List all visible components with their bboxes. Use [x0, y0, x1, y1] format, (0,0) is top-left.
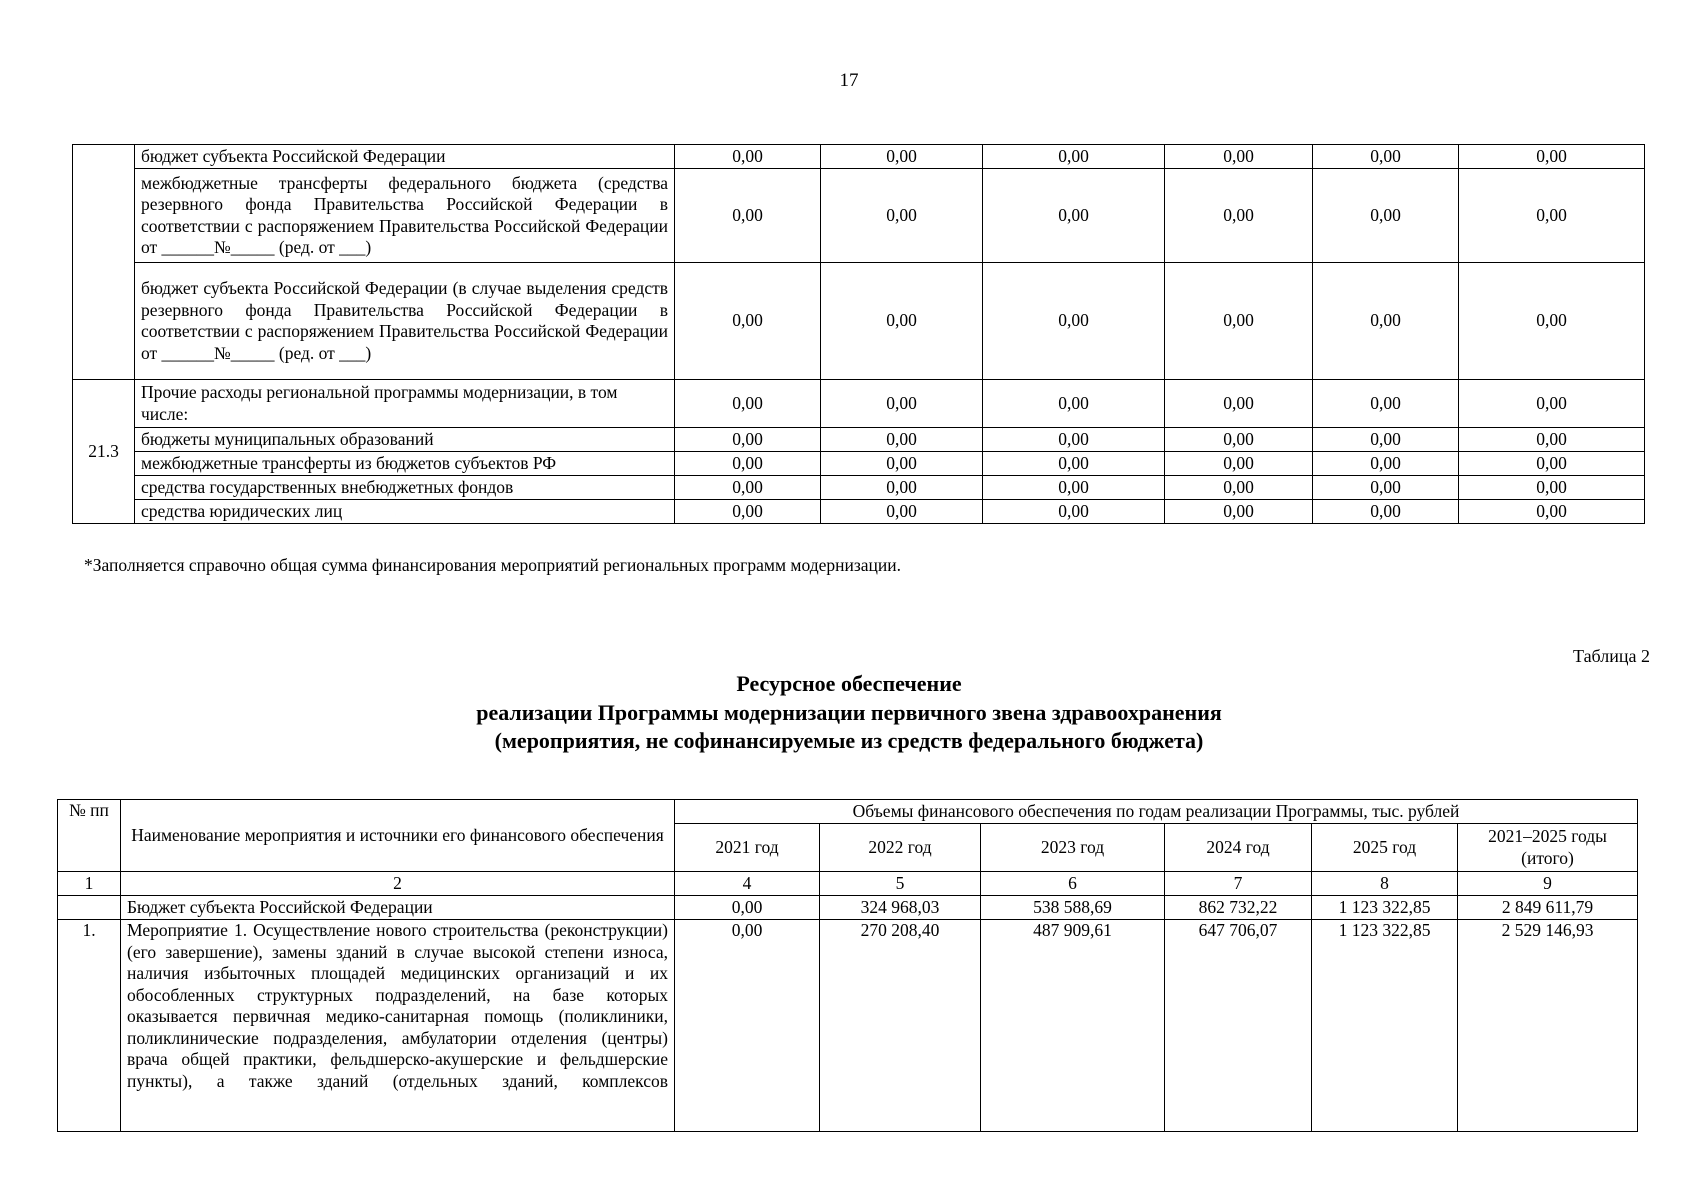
- column-number: 4: [675, 872, 820, 896]
- value-cell: 0,00: [1313, 145, 1459, 169]
- header-row: [58, 800, 1638, 824]
- table-caption: Таблица 2: [1573, 646, 1650, 666]
- column-number-row: [58, 872, 1638, 896]
- column-number: 9: [1458, 872, 1638, 896]
- value-cell: 0,00: [1313, 452, 1459, 476]
- column-number: 5: [820, 872, 981, 896]
- row-label: Мероприятие 1. Осуществление нового строительства (реконструкции) (его завершение), замены зданий в случае высокой степени износа, наличия избыточных площадей медицинских организаций и их обособленных структурных подразделений, на базе которых оказывается первичная медико-санитарная помощь (поликлиники, поликлинические подразделения, амбулатории отделения (центры) врача общей практики, фельдшерско-акушерские и фельдшерские пункты), а также зданий (отдельных зданий, комплексов: [121, 920, 675, 1132]
- row-number-cell: 1.: [58, 920, 121, 1132]
- value-cell: 0,00: [1459, 476, 1645, 500]
- funding-table-continuation: [72, 144, 1645, 524]
- value-cell: 0,00: [1165, 452, 1313, 476]
- column-number: 8: [1312, 872, 1458, 896]
- column-number: 7: [1165, 872, 1312, 896]
- row-label: средства юридических лиц: [135, 500, 675, 524]
- section-title-line-3: (мероприятия, не софинансируемые из средств федерального бюджета): [494, 728, 1204, 753]
- value-cell: 0,00: [675, 145, 821, 169]
- value-cell: 0,00: [1165, 380, 1313, 428]
- column-number: 1: [58, 872, 121, 896]
- row-label: межбюджетные трансферты федерального бюджета (средства резервного фонда Правительства Российской Федерации в соответствии с распоряжением Правительства Российской Федерации от ______№_____ (ред. от ___): [135, 169, 675, 263]
- value-cell: 0,00: [1459, 145, 1645, 169]
- value-cell: 0,00: [1165, 145, 1313, 169]
- row-label: Прочие расходы региональной программы модернизации, в том числе:: [135, 380, 675, 428]
- value-cell: 0,00: [675, 452, 821, 476]
- table-row: [73, 428, 1645, 452]
- header-year: 2021–2025 годы (итого): [1458, 824, 1638, 872]
- table-row: [73, 380, 1645, 428]
- value-cell: 0,00: [821, 428, 983, 452]
- value-cell: 0,00: [983, 263, 1165, 380]
- header-year: 2021 год: [675, 824, 820, 872]
- header-year: 2023 год: [981, 824, 1165, 872]
- column-number: 2: [121, 872, 675, 896]
- footnote: *Заполняется справочно общая сумма финансирования мероприятий региональных программ модернизации.: [84, 555, 902, 575]
- value-cell: 0,00: [1165, 428, 1313, 452]
- value-cell: 0,00: [1313, 169, 1459, 263]
- section-title-line-2: реализации Программы модернизации первичного звена здравоохранения: [476, 700, 1222, 725]
- value-cell: 487 909,61: [981, 920, 1165, 1132]
- header-year: 2025 год: [1312, 824, 1458, 872]
- value-cell: 538 588,69: [981, 896, 1165, 920]
- value-cell: 0,00: [1313, 476, 1459, 500]
- row-number-cell: [58, 896, 121, 920]
- value-cell: 0,00: [675, 920, 820, 1132]
- header-year: 2022 год: [820, 824, 981, 872]
- value-cell: 0,00: [821, 380, 983, 428]
- value-cell: 0,00: [821, 500, 983, 524]
- row-number-cell: 21.3: [73, 380, 135, 524]
- value-cell: 0,00: [1313, 500, 1459, 524]
- table-row: [73, 145, 1645, 169]
- value-cell: 0,00: [1313, 380, 1459, 428]
- value-cell: 0,00: [675, 380, 821, 428]
- row-label: средства государственных внебюджетных фондов: [135, 476, 675, 500]
- value-cell: 0,00: [1459, 169, 1645, 263]
- table-row: [58, 920, 1638, 1132]
- value-cell: 0,00: [1165, 500, 1313, 524]
- table-row: [73, 263, 1645, 380]
- table-row: [73, 500, 1645, 524]
- value-cell: 0,00: [821, 169, 983, 263]
- header-number: № пп: [58, 800, 121, 872]
- value-cell: 647 706,07: [1165, 920, 1312, 1132]
- table-row: [73, 476, 1645, 500]
- value-cell: 0,00: [675, 476, 821, 500]
- value-cell: 0,00: [983, 476, 1165, 500]
- value-cell: 0,00: [983, 500, 1165, 524]
- row-number-cell: [73, 145, 135, 380]
- row-label: бюджеты муниципальных образований: [135, 428, 675, 452]
- value-cell: 0,00: [983, 380, 1165, 428]
- value-cell: 0,00: [1165, 263, 1313, 380]
- value-cell: 0,00: [983, 145, 1165, 169]
- table-row: [73, 452, 1645, 476]
- value-cell: 0,00: [1459, 500, 1645, 524]
- value-cell: 0,00: [821, 145, 983, 169]
- value-cell: 0,00: [1459, 452, 1645, 476]
- header-name: Наименование мероприятия и источники его финансового обеспечения: [121, 800, 675, 872]
- header-volumes: Объемы финансового обеспечения по годам реализации Программы, тыс. рублей: [675, 800, 1638, 824]
- row-label: Бюджет субъекта Российской Федерации: [121, 896, 675, 920]
- row-label: межбюджетные трансферты из бюджетов субъектов РФ: [135, 452, 675, 476]
- value-cell: 0,00: [1459, 380, 1645, 428]
- value-cell: 324 968,03: [820, 896, 981, 920]
- resource-table: [57, 799, 1638, 1132]
- value-cell: 1 123 322,85: [1312, 920, 1458, 1132]
- value-cell: 0,00: [675, 428, 821, 452]
- value-cell: 0,00: [1459, 263, 1645, 380]
- header-year: 2024 год: [1165, 824, 1312, 872]
- value-cell: 0,00: [675, 500, 821, 524]
- value-cell: 0,00: [675, 263, 821, 380]
- value-cell: 270 208,40: [820, 920, 981, 1132]
- value-cell: 2 849 611,79: [1458, 896, 1638, 920]
- page-number: 17: [839, 70, 859, 91]
- value-cell: 1 123 322,85: [1312, 896, 1458, 920]
- value-cell: 0,00: [821, 263, 983, 380]
- value-cell: 0,00: [983, 452, 1165, 476]
- value-cell: 0,00: [1165, 476, 1313, 500]
- value-cell: 0,00: [983, 169, 1165, 263]
- value-cell: 0,00: [1459, 428, 1645, 452]
- column-number: 6: [981, 872, 1165, 896]
- value-cell: 0,00: [1313, 428, 1459, 452]
- value-cell: 0,00: [1165, 169, 1313, 263]
- value-cell: 0,00: [983, 428, 1165, 452]
- value-cell: 2 529 146,93: [1458, 920, 1638, 1132]
- value-cell: 0,00: [821, 452, 983, 476]
- value-cell: 0,00: [1313, 263, 1459, 380]
- value-cell: 0,00: [675, 169, 821, 263]
- value-cell: 0,00: [821, 476, 983, 500]
- table-row: [58, 896, 1638, 920]
- table-row: [73, 169, 1645, 263]
- value-cell: 862 732,22: [1165, 896, 1312, 920]
- row-label: бюджет субъекта Российской Федерации: [135, 145, 675, 169]
- row-label: бюджет субъекта Российской Федерации (в случае выделения средств резервного фонда Правительства Российской Федерации в соответствии с распоряжением Правительства Российской Федерации от ______№_____ (ред. от ___): [135, 263, 675, 380]
- value-cell: 0,00: [675, 896, 820, 920]
- section-title-line-1: Ресурсное обеспечение: [736, 671, 962, 696]
